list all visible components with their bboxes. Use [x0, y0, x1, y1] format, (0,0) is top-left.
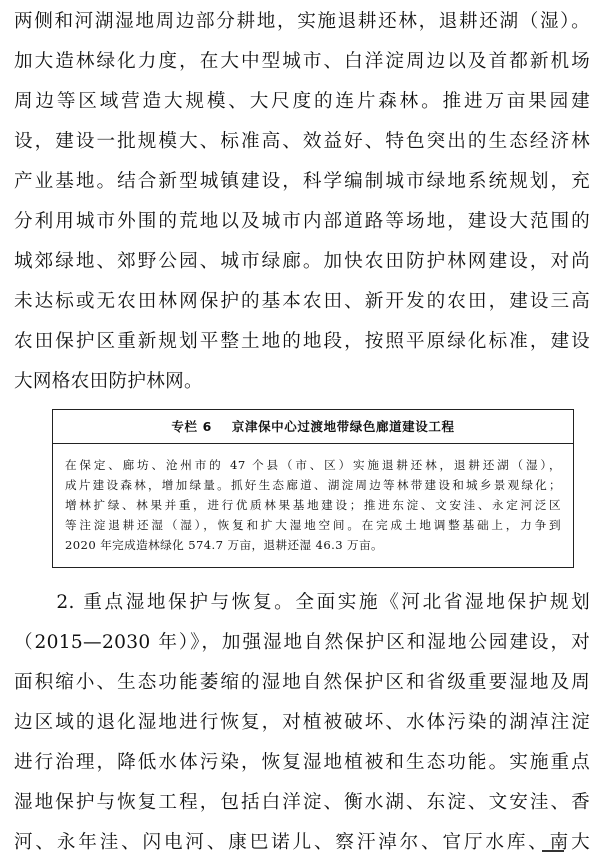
paragraph-wetland-protection — [14, 583, 590, 863]
box-text-line: 2020 年完成造林绿化 574.7 万亩，退耕还湿 46.3 万亩。 — [65, 538, 384, 552]
text-line: 产业基地。结合新型城镇建设，科学编制城市绿地系统规划，充 — [14, 171, 590, 192]
text-line: 边区域的退化湿地进行恢复，对植被破坏、水体污染的湖淖注淀 — [14, 712, 590, 733]
box-title-bar — [53, 410, 573, 444]
box-text-line: 成片建设森林，增加绿量。抓好生态廊道、湖淀周边等林带建设和城乡景观绿化； — [65, 478, 561, 492]
project-column-box — [52, 409, 574, 568]
text-line: 分利用城市外围的荒地以及城市内部道路等场地，建设大范围的 — [14, 211, 590, 232]
box-text-line: 增林扩绿、林果并重，进行优质林果基地建设；推进东淀、文安洼、永定河泛区 — [65, 498, 561, 512]
text-line: （2015—2030 年）》，加强湿地自然保护区和湿地公园建设，对 — [14, 632, 590, 653]
text-line: 未达标或无农田林网保护的基本农田、新开发的农田，建设三高 — [14, 291, 590, 312]
text-line: 加大造林绿化力度，在大中型城市、白洋淀周边以及首都新机场 — [14, 51, 590, 72]
text-line: 河、永年洼、闪电河、康巴诺儿、察汗淖尔、官厅水库、南大 — [14, 832, 590, 853]
box-text-line: 等注淀退耕还湿（湿），恢复和扩大湿地空间。在完成土地调整基础上，力争到 — [65, 518, 561, 532]
text-line: 农田保护区重新规划平整土地的地段，按照平原绿化标准，建设 — [14, 331, 590, 352]
text-line: 大网格农田防护林网。 — [14, 371, 203, 392]
box-label: 专栏 6 — [171, 419, 212, 434]
box-body — [53, 444, 573, 555]
box-text-line: 在保定、廊坊、沧州市的 47 个县（市、区）实施退耕还林，退耕还湖（湿）， — [65, 458, 561, 472]
text-line: 城郊绿地、郊野公园、城市绿廊。加快农田防护林网建设，对尚 — [14, 251, 590, 272]
text-line: 2. 重点湿地保护与恢复。全面实施《河北省湿地保护规划 — [14, 592, 590, 613]
text-line: 两侧和河湖湿地周边部分耕地，实施退耕还林，退耕还湖（湿）。 — [14, 11, 590, 32]
text-line: 设，建设一批规模大、标准高、效益好、特色突出的生态经济林 — [14, 131, 590, 152]
page-number-mark — [542, 850, 564, 858]
text-line: 面积缩小、生态功能萎缩的湿地自然保护区和省级重要湿地及周 — [14, 672, 590, 693]
box-title: 京津保中心过渡地带绿色廊道建设工程 — [231, 419, 455, 434]
text-line: 湿地保护与恢复工程，包括白洋淀、衡水湖、东淀、文安洼、香 — [14, 792, 590, 813]
text-line: 进行治理，降低水体污染，恢复湿地植被和生态功能。实施重点 — [14, 752, 590, 773]
text-line: 周边等区域营造大规模、大尺度的连片森林。推进万亩果园建 — [14, 91, 590, 112]
paragraph-afforestation — [14, 2, 590, 402]
